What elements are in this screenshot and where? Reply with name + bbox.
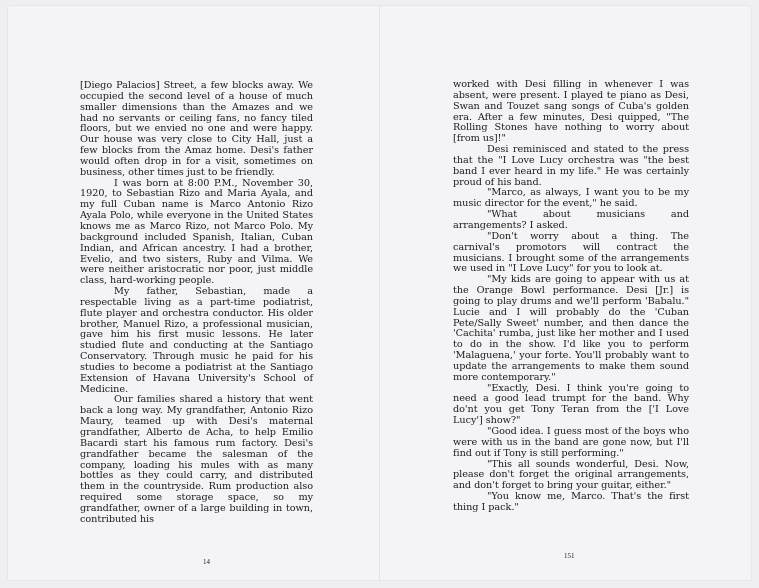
book-spread [8, 6, 751, 580]
right-page-text [453, 80, 689, 514]
right-page [380, 6, 751, 580]
paragraph: "You know me, Marco. That's the first thing I pack." [453, 491, 689, 513]
paragraph: "What about musicians and arrangements? I asked. [453, 209, 689, 231]
page-number: 14 [203, 558, 210, 566]
page-number: 151 [564, 552, 575, 560]
paragraph: "Exactly, Desi. I think you're going to need a good lead trumpt for the band. Why do'nt you get Tony Teran from the ['I Love Lucy'] show?" [453, 382, 689, 427]
paragraph: "This all sounds wonderful, Desi. Now, please don't forget the original arrangements, and don't forget to bring your guitar, either." [453, 458, 689, 492]
left-page [8, 6, 379, 580]
paragraph: worked with Desi filling in whenever I was absent, were present. I played te piano as Desi, Swan and Touzet sang songs of Cuba's golden era. After a few minutes, Desi quipped, "The Rolling Stones have nothing to worry about [from us]!" [453, 79, 689, 145]
paragraph: "Don't worry about a thing. The carnival's promotors will contract the musicians. I brought some of the arrangements we used in "I Love Lucy" for you to look at. [453, 230, 689, 275]
paragraph: Our families shared a history that went back a long way. My grandfather, Antonio Rizo Maury, teamed up with Desi's maternal grandfather, Alberto de Acha, to help Emilio Bacardi start his famous rum factory. Desi's grandfather became the salesman of the company, loading his mules with as many bottles as they could carry, and distributed them in the countryside. Rum production also required some storage space, so my grandfather, owner of a large building in town, contributed his [80, 394, 313, 525]
paragraph: I was born at 8:00 P.M., November 30, 1920, to Sebastian Rizo and Maria Ayala, and my full Cuban name is Marco Antonio Rizo Ayala Polo, while everyone in the United States knows me as Marco Rizo, not Marco Polo. My background included Spanish, Italian, Cuban Indian, and African ancestry. I had a brother, Evelio, and two sisters, Ruby and Vilma. We were neither aristocratic nor poor, just middle class, hard-working people. [80, 177, 313, 287]
paragraph: "Good idea. I guess most of the boys who were with us in the band are gone now, but I'll find out if Tony is still performing." [453, 426, 689, 459]
paragraph: [Diego Palacios] Street, a few blocks away. We occupied the second level of a house of much smaller dimensions than the Amazes and we had no servants or ceiling fans, no fancy tiled floors, but we envied no one and were happy. Our house was very close to City Hall, just a few blocks from the Amaz home. Desi's father would often drop in for a visit, sometimes on business, other times just to be friendly. [80, 80, 313, 178]
paragraph: My father, Sebastian, made a respectable living as a part-time podiatrist, flute player and orchestra conductor. His older brother, Manuel Rizo, a professional musician, gave him his first music lessons. He later studied flute and conducting at the Santiago Conservatory. Through music he paid for his studies to become a podiatrist at the Santiago Extension of Havana University's School of Medicine. [80, 286, 313, 395]
left-page-text [80, 81, 313, 526]
paragraph: Desi reminisced and stated to the press that the "I Love Lucy orchestra was "the best band I ever heard in my life." He was certainly proud of his band. [453, 144, 689, 188]
paragraph: "Marco, as always, I want you to be my music director for the event," he said. [453, 187, 689, 210]
paragraph: "My kids are going to appear with us at the Orange Bowl performance. Desi [Jr.] is going to play drums and we'll perform 'Babalu." Lucie and I will probably do the 'Cuban Pete/Sally Sweet' number, and then dance the 'Cachita' rumba, just like her mother and I used to do in the show. I'd like you to perform 'Malaguena,' your forte. You'll probably want to update the arrangements to make them sound more contemporary." [453, 274, 689, 383]
